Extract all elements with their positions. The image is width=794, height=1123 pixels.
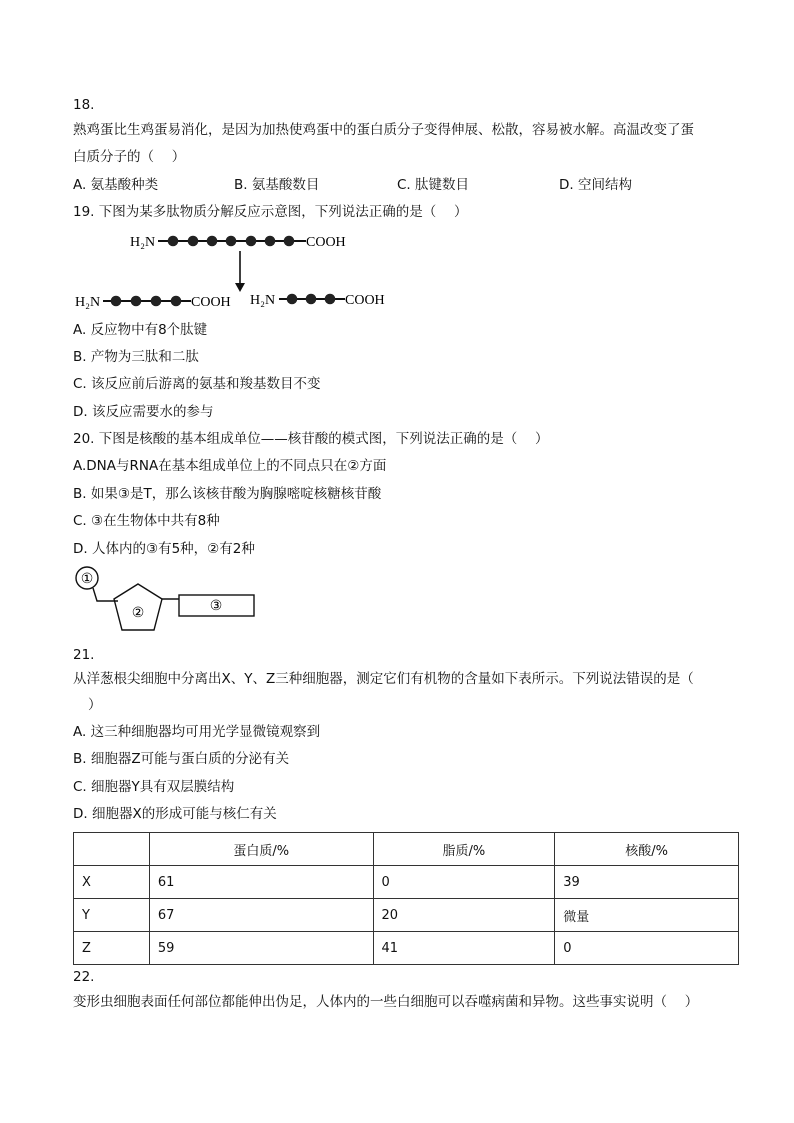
header-cell: 核酸/% xyxy=(555,833,739,866)
product2-residues xyxy=(287,294,336,305)
header-cell xyxy=(74,833,150,866)
table-cell: 0 xyxy=(555,932,739,965)
table-row xyxy=(74,932,739,965)
q20-option-b: B. 如果③是T，那么该核苷酸为胸腺嘧啶核糖核苷酸 xyxy=(73,486,382,502)
q19-option-b: B. 产物为三肽和二肽 xyxy=(73,349,199,365)
header-cell: 脂质/% xyxy=(373,833,555,866)
q18-option-a: A. 氨基酸种类 xyxy=(73,177,159,193)
table-cell: 0 xyxy=(373,866,555,899)
base-label: ③ xyxy=(209,599,223,614)
product2-amino-end: H₂N xyxy=(250,293,276,308)
table-cell: 61 xyxy=(149,866,373,899)
table-row xyxy=(74,899,739,932)
q18-option-b: B. 氨基酸数目 xyxy=(234,177,320,193)
q19-option-c: C. 该反应前后游离的氨基和羧基数目不变 xyxy=(73,376,321,392)
top-chain-amino-end: H₂N xyxy=(130,235,156,250)
table-cell: 39 xyxy=(555,866,739,899)
q19-stem: 19. 下图为某多肽物质分解反应示意图，下列说法正确的是（ ） xyxy=(73,204,468,220)
product2-carboxyl-end: COOH xyxy=(345,293,385,308)
table-cell: Y xyxy=(74,899,150,932)
table-cell: 59 xyxy=(149,932,373,965)
q18-number: 18. xyxy=(73,97,95,113)
residue-1 xyxy=(168,236,179,247)
q20-option-c: C. ③在生物体中共有8种 xyxy=(73,513,220,529)
top-chain-carboxyl-end: COOH xyxy=(306,235,346,250)
header-cell: 蛋白质/% xyxy=(149,833,373,866)
q18-stem-line2: 白质分子的（ ） xyxy=(73,149,186,165)
residue-7 xyxy=(284,236,295,247)
product1-carboxyl-end: COOH xyxy=(191,295,231,310)
q20-option-d: D. 人体内的③有5种，②有2种 xyxy=(73,541,255,557)
q19-option-a: A. 反应物中有8个肽键 xyxy=(73,322,208,338)
reaction-arrow-head xyxy=(235,283,245,292)
q18-stem-line1: 熟鸡蛋比生鸡蛋易消化，是因为加热使鸡蛋中的蛋白质分子变得伸展、松散，容易被水解。高温改变了蛋 xyxy=(73,122,694,138)
table-header-row xyxy=(74,833,739,866)
q18-option-c: C. 肽键数目 xyxy=(397,177,470,193)
q20-option-a: A.DNA与RNA在基本组成单位上的不同点只在②方面 xyxy=(73,458,387,474)
product1-amino-end: H₂N xyxy=(75,295,101,310)
q18-option-d: D. 空间结构 xyxy=(559,177,632,193)
residue-2 xyxy=(188,236,199,247)
table-cell: Z xyxy=(74,932,150,965)
q22-stem: 变形虫细胞表面任何部位都能伸出伪足，人体内的一些白细胞可以吞噬病菌和异物。这些事实说明（ ） xyxy=(73,994,699,1010)
residue-5 xyxy=(246,236,257,247)
q21-stem-line1: 从洋葱根尖细胞中分离出X、Y、Z三种细胞器，测定它们有机物的含量如下表所示。下列说法错误的是（ xyxy=(73,671,694,687)
table-row xyxy=(74,866,739,899)
q21-option-b: B. 细胞器Z可能与蛋白质的分泌有关 xyxy=(73,751,290,767)
q21-option-c: C. 细胞器Y具有双层膜结构 xyxy=(73,779,235,795)
residue-3 xyxy=(207,236,218,247)
q21-option-a: A. 这三种细胞器均可用光学显微镜观察到 xyxy=(73,724,321,740)
table-cell: 67 xyxy=(149,899,373,932)
q19-option-d: D. 该反应需要水的参与 xyxy=(73,404,214,420)
q21-number: 21. xyxy=(73,647,95,663)
q22-number: 22. xyxy=(73,969,95,985)
sugar-label: ② xyxy=(131,606,145,621)
q20-stem: 20. 下图是核酸的基本组成单位——核苷酸的模式图，下列说法正确的是（ ） xyxy=(73,431,549,447)
q21-stem-line2: ） xyxy=(88,697,102,713)
residue-4 xyxy=(226,236,237,247)
table-cell: X xyxy=(74,866,150,899)
phosphate-label: ① xyxy=(80,572,94,587)
residue-6 xyxy=(265,236,276,247)
organelle-composition-table xyxy=(73,832,739,965)
table-cell: 41 xyxy=(373,932,555,965)
nucleotide-diagram xyxy=(68,565,268,637)
polypeptide-hydrolysis-diagram xyxy=(70,225,400,315)
table-cell: 20 xyxy=(373,899,555,932)
q21-option-d: D. 细胞器X的形成可能与核仁有关 xyxy=(73,806,277,822)
table-cell: 微量 xyxy=(555,899,739,932)
